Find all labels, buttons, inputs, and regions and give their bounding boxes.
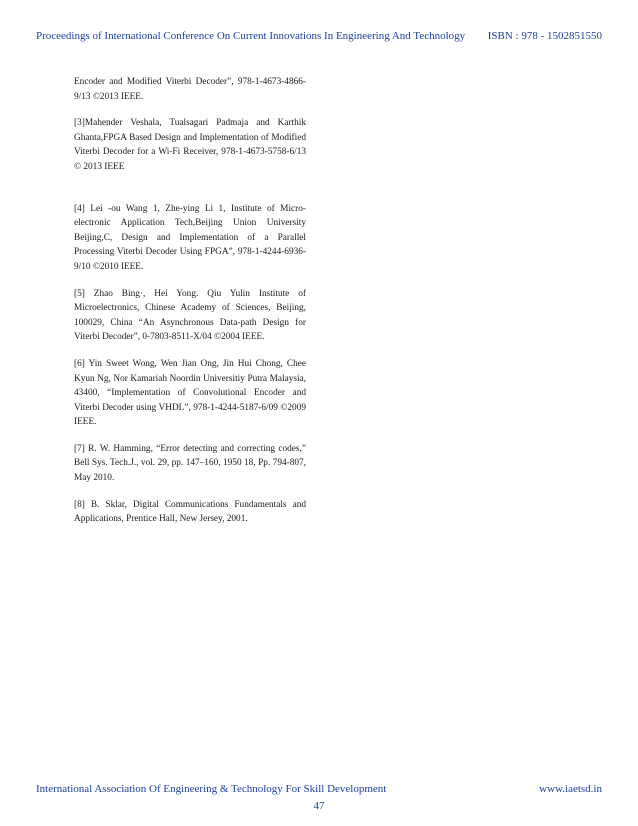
reference-item: [5] Zhao Bing·, Hei Yong. Qiu Yulin Institute of Microelectronics, Chinese Academy of Sciences, Beijing, 100029, China “An Asynchronous Data-path Design for Viterbi Decoder”, 0-7803-8511-X/04 ©2004 IEEE.: [74, 288, 306, 343]
page-number: 47: [313, 800, 325, 812]
reference-item: [7] R. W. Hamming, “Error detecting and correcting codes,” Bell Sys. Tech.J., vol. 29, pp. 147–160, 1950 18, Pp. 794-807, May 2010.: [74, 443, 306, 484]
isbn: ISBN : 978 - 1502851550: [487, 30, 602, 42]
website-link[interactable]: www.iaetsd.in: [539, 783, 602, 795]
references-column: [74, 75, 306, 539]
page-footer: [36, 783, 602, 797]
reference-item: [4] Lei -ou Wang 1, Zhe-ying Li 1, Institute of Micro-electronic Application Tech,Beijing Union University Beijing,C, Design and Implementation of a Parallel Processing Viterbi Decoder Using FPGA”, 978-1-4244-6936-9/10 ©2010 IEEE.: [74, 203, 306, 272]
organization-name: International Association Of Engineering & Technology For Skill Development: [36, 783, 387, 795]
reference-item: Encoder and Modified Viterbi Decoder”, 978-1-4673-4866-9/13 ©2013 IEEE.: [74, 77, 306, 102]
reference-item: [8] B. Sklar, Digital Communications Fundamentals and Applications, Prentice Hall, New Jersey, 2001.: [74, 499, 306, 525]
conference-title: Proceedings of International Conference On Current Innovations In Engineering And Technology: [36, 30, 466, 42]
reference-item: [3]Mahender Veshala, Tualsagari Padmaja and Karthik Ghanta,FPGA Based Design and Implementation of Modified Viterbi Decoder for a Wi-Fi Receiver, 978-1-4673-5758-6/13 © 2013 IEEE: [74, 118, 306, 172]
page-header: [36, 30, 602, 44]
reference-item: [6] Yin Sweet Wong, Wen Jian Ong, Jin Hui Chong, Chee Kyun Ng, Nor Kamariah Noordin Universitiy Putra Malaysia, 43400, “Implementation of Convolutional Encoder and Viterbi Decoder using VHDL”, 978-1-4244-5187-6/09 ©2009 IEEE.: [74, 358, 306, 428]
